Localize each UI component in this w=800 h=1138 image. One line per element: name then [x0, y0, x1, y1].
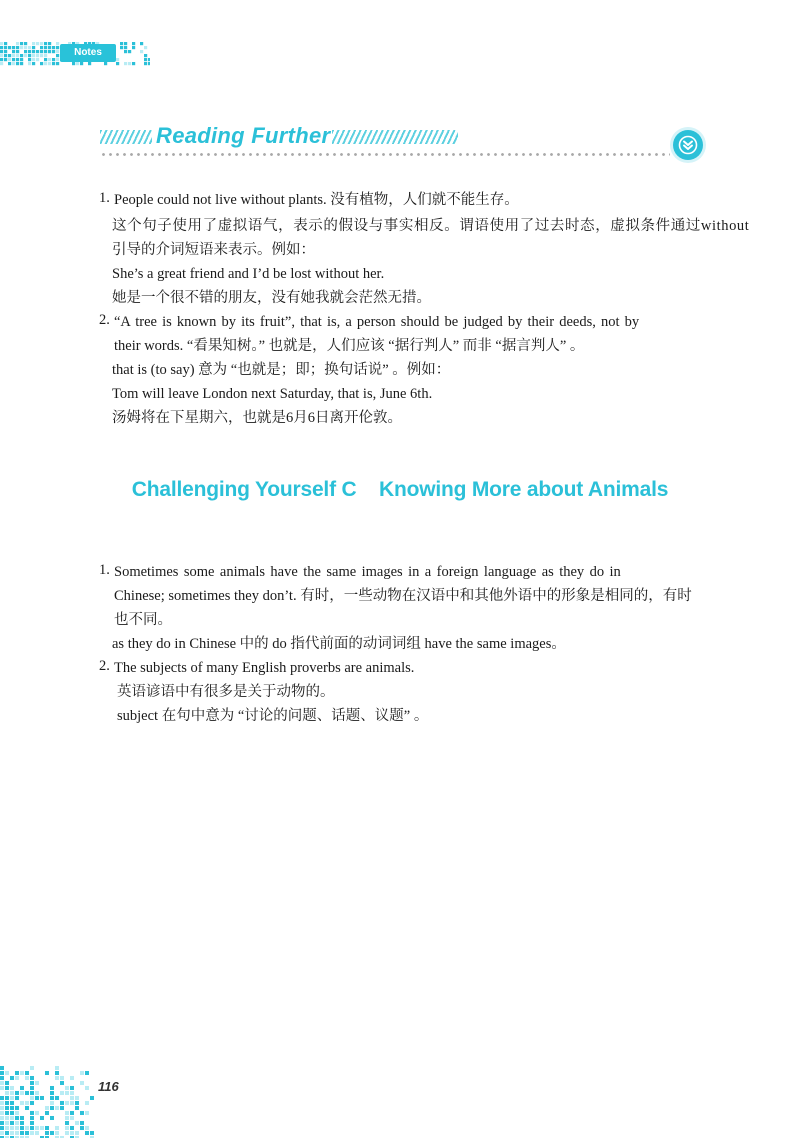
pixel-cell: [55, 1106, 59, 1110]
pixel-cell: [56, 46, 59, 49]
pixel-cell: [25, 1071, 29, 1075]
pixel-cell: [60, 1076, 64, 1080]
pixel-cell: [48, 62, 51, 65]
pixel-cell: [16, 62, 19, 65]
pixel-cell: [5, 1086, 9, 1090]
note-line: She’s a great friend and I’d be lost without her.: [112, 266, 385, 282]
pixel-cell: [50, 1091, 54, 1095]
pixel-cell: [8, 54, 11, 57]
pixel-cell: [32, 58, 35, 61]
pixel-cell: [52, 62, 55, 65]
pixel-cell: [20, 1091, 24, 1095]
pixel-cell: [56, 42, 59, 45]
pixel-cell: [70, 1091, 74, 1095]
pixel-cell: [0, 54, 3, 57]
pixel-cell: [116, 58, 119, 61]
pixel-cell: [20, 54, 23, 57]
pixel-cell: [144, 46, 147, 49]
pixel-cell: [5, 1131, 9, 1135]
pixel-cell: [32, 46, 35, 49]
pixel-cell: [50, 1086, 54, 1090]
pixel-cell: [50, 1131, 54, 1135]
pixel-cell: [124, 62, 127, 65]
pixel-cell: [0, 46, 3, 49]
note-number: 1.: [99, 190, 110, 206]
pixel-cell: [40, 1116, 44, 1120]
pixel-cell: [32, 62, 35, 65]
note-number: 1.: [99, 562, 110, 578]
pixel-cell: [52, 58, 55, 61]
pixel-cell: [5, 1101, 9, 1105]
pixel-cell: [60, 1091, 64, 1095]
pixel-cell: [24, 50, 27, 53]
dotted-divider: [100, 153, 670, 156]
pixel-cell: [0, 1116, 4, 1120]
pixel-cell: [30, 1121, 34, 1125]
pixel-cell: [80, 1071, 84, 1075]
pixel-cell: [80, 1111, 84, 1115]
pixel-cell: [16, 50, 19, 53]
reading-further-title: Reading Further: [156, 123, 331, 148]
pixel-cell: [120, 46, 123, 49]
pixel-cell: [48, 42, 51, 45]
note-line: “A tree is known by its fruit”, that is, a person should be judged by their deeds, not by: [114, 314, 640, 330]
pixel-cell: [80, 62, 83, 65]
note-number: 2.: [99, 312, 110, 328]
pixel-cell: [25, 1131, 29, 1135]
pixel-cell: [28, 54, 31, 57]
pixel-cell: [20, 42, 23, 45]
note-line: subject 在句中意为 “讨论的问题、话题、议题” 。: [117, 708, 429, 724]
pixel-cell: [65, 1091, 69, 1095]
pixel-cell: [144, 54, 147, 57]
note-line: their words. “看果知树。” 也就是，人们应该 “据行判人” 而非 “据言判人” 。: [114, 338, 585, 354]
pixel-pattern-corner-decoration: [0, 1066, 95, 1138]
pixel-cell: [20, 46, 23, 49]
pixel-cell: [10, 1076, 14, 1080]
pixel-cell: [40, 46, 43, 49]
pixel-cell: [0, 1076, 4, 1080]
pixel-cell: [85, 1071, 89, 1075]
pixel-cell: [20, 1086, 24, 1090]
pixel-cell: [16, 54, 19, 57]
pixel-cell: [12, 54, 15, 57]
pixel-cell: [10, 1121, 14, 1125]
pixel-cell: [44, 50, 47, 53]
pixel-cell: [148, 58, 150, 61]
note-number: 2.: [99, 658, 110, 674]
page-number: 116: [98, 1079, 119, 1094]
pixel-cell: [0, 62, 3, 65]
pixel-cell: [16, 46, 19, 49]
pixel-cell: [25, 1106, 29, 1110]
pixel-cell: [128, 62, 131, 65]
note-line: The subjects of many English proverbs are animals.: [114, 660, 415, 676]
pixel-cell: [0, 1101, 4, 1105]
pixel-cell: [85, 1111, 89, 1115]
pixel-cell: [4, 42, 7, 45]
pixel-cell: [32, 50, 35, 53]
pixel-cell: [65, 1121, 69, 1125]
pixel-cell: [116, 62, 119, 65]
note-line: Chinese; sometimes they don’t. 有时，一些动物在汉语中和其他外语中的形象是相同的，有时: [114, 588, 692, 604]
pixel-cell: [24, 54, 27, 57]
pixel-cell: [52, 46, 55, 49]
pixel-cell: [25, 1101, 29, 1105]
pixel-cell: [72, 62, 75, 65]
pixel-cell: [16, 42, 19, 45]
pixel-cell: [50, 1096, 54, 1100]
pixel-cell: [40, 1096, 44, 1100]
pixel-cell: [15, 1121, 19, 1125]
pixel-cell: [44, 54, 47, 57]
pixel-cell: [80, 1126, 84, 1130]
pixel-cell: [85, 1131, 89, 1135]
pixel-cell: [40, 50, 43, 53]
pixel-cell: [15, 1076, 19, 1080]
pixel-cell: [4, 58, 7, 61]
pixel-cell: [124, 50, 127, 53]
pixel-cell: [15, 1071, 19, 1075]
pixel-cell: [75, 1096, 79, 1100]
pixel-cell: [90, 1131, 94, 1135]
pixel-cell: [75, 1121, 79, 1125]
pixel-cell: [60, 1101, 64, 1105]
pixel-cell: [0, 1066, 4, 1070]
pixel-cell: [12, 50, 15, 53]
pixel-cell: [52, 50, 55, 53]
pixel-cell: [56, 62, 59, 65]
pixel-cell: [104, 62, 107, 65]
pixel-cell: [24, 46, 27, 49]
pixel-cell: [70, 1126, 74, 1130]
pixel-cell: [44, 62, 47, 65]
pixel-cell: [30, 1076, 34, 1080]
pixel-cell: [80, 1121, 84, 1125]
pixel-cell: [55, 1126, 59, 1130]
pixel-cell: [36, 50, 39, 53]
pixel-cell: [40, 42, 43, 45]
pixel-cell: [56, 58, 59, 61]
pixel-cell: [10, 1096, 14, 1100]
note-line: 引导的介词短语来表示。例如：: [112, 242, 315, 258]
pixel-cell: [45, 1131, 49, 1135]
pixel-cell: [4, 50, 7, 53]
pixel-cell: [32, 42, 35, 45]
pixel-cell: [20, 1126, 24, 1130]
pixel-cell: [70, 1131, 74, 1135]
header-stripes-left: [100, 130, 152, 144]
pixel-cell: [56, 50, 59, 53]
pixel-cell: [85, 1126, 89, 1130]
pixel-cell: [4, 54, 7, 57]
pixel-cell: [48, 50, 51, 53]
pixel-cell: [55, 1066, 59, 1070]
header-stripes-right: [332, 130, 458, 144]
note-line: that is (to say) 意为 “也就是；即；换句话说” 。例如：: [112, 362, 451, 378]
pixel-cell: [15, 1131, 19, 1135]
pixel-cell: [65, 1086, 69, 1090]
reading-further-header: [100, 120, 720, 170]
pixel-cell: [45, 1071, 49, 1075]
pixel-cell: [36, 58, 39, 61]
pixel-cell: [24, 42, 27, 45]
pixel-cell: [48, 46, 51, 49]
pixel-cell: [40, 1126, 44, 1130]
pixel-cell: [45, 1126, 49, 1130]
pixel-cell: [140, 50, 143, 53]
pixel-cell: [20, 1131, 24, 1135]
pixel-cell: [10, 1131, 14, 1135]
pixel-cell: [44, 42, 47, 45]
pixel-cell: [50, 1106, 54, 1110]
pixel-cell: [75, 1101, 79, 1105]
pixel-cell: [55, 1131, 59, 1135]
pixel-cell: [20, 1101, 24, 1105]
note-line: as they do in Chinese 中的 do 指代前面的动词词组 have the same images。: [112, 636, 566, 652]
pixel-cell: [144, 58, 147, 61]
pixel-cell: [45, 1111, 49, 1115]
pixel-cell: [15, 1126, 19, 1130]
pixel-cell: [70, 1096, 74, 1100]
pixel-cell: [40, 54, 43, 57]
pixel-cell: [120, 42, 123, 45]
pixel-cell: [5, 1116, 9, 1120]
pixel-cell: [65, 1101, 69, 1105]
pixel-cell: [35, 1111, 39, 1115]
pixel-cell: [10, 1091, 14, 1095]
pixel-cell: [32, 54, 35, 57]
pixel-cell: [50, 1116, 54, 1120]
pixel-cell: [20, 62, 23, 65]
pixel-cell: [35, 1126, 39, 1130]
pixel-cell: [25, 1076, 29, 1080]
note-line: People could not live without plants. 没有植物，人们就不能生存。: [114, 192, 519, 208]
pixel-cell: [76, 62, 79, 65]
pixel-cell: [90, 1096, 94, 1100]
pixel-cell: [10, 1126, 14, 1130]
pixel-cell: [0, 1071, 4, 1075]
pixel-cell: [65, 1116, 69, 1120]
notes-tab-label: Notes: [60, 44, 116, 62]
note-line: 汤姆将在下星期六，也就是6月6日离开伦敦。: [112, 410, 402, 426]
pixel-cell: [20, 1121, 24, 1125]
pixel-cell: [30, 1066, 34, 1070]
pixel-cell: [35, 1091, 39, 1095]
pixel-cell: [15, 1116, 19, 1120]
pixel-cell: [35, 1131, 39, 1135]
pixel-cell: [20, 58, 23, 61]
pixel-cell: [70, 1101, 74, 1105]
pixel-cell: [148, 62, 150, 65]
pixel-cell: [20, 1116, 24, 1120]
pixel-cell: [35, 1096, 39, 1100]
pixel-cell: [5, 1111, 9, 1115]
pixel-cell: [30, 1086, 34, 1090]
pixel-cell: [56, 54, 59, 57]
pixel-cell: [70, 1086, 74, 1090]
pixel-cell: [25, 1091, 29, 1095]
pixel-cell: [132, 42, 135, 45]
pixel-cell: [128, 50, 131, 53]
note-line: 英语谚语中有很多是关于动物的。: [117, 684, 335, 700]
pixel-cell: [48, 58, 51, 61]
pixel-cell: [36, 54, 39, 57]
pixel-cell: [70, 1116, 74, 1120]
pixel-cell: [30, 1116, 34, 1120]
pixel-cell: [0, 1086, 4, 1090]
pixel-cell: [55, 1071, 59, 1075]
pixel-cell: [5, 1091, 9, 1095]
pixel-cell: [44, 46, 47, 49]
pixel-cell: [30, 1081, 34, 1085]
pixel-cell: [10, 1106, 14, 1110]
note-line: Tom will leave London next Saturday, that is, June 6th.: [112, 386, 433, 402]
pixel-cell: [144, 62, 147, 65]
pixel-cell: [85, 1086, 89, 1090]
pixel-cell: [30, 1131, 34, 1135]
pixel-cell: [15, 1111, 19, 1115]
pixel-cell: [15, 1106, 19, 1110]
pixel-cell: [65, 1111, 69, 1115]
pixel-cell: [70, 1111, 74, 1115]
pixel-cell: [55, 1096, 59, 1100]
pixel-cell: [16, 58, 19, 61]
pixel-cell: [40, 62, 43, 65]
pixel-cell: [30, 1126, 34, 1130]
pixel-cell: [0, 1121, 4, 1125]
pixel-cell: [44, 58, 47, 61]
pixel-cell: [20, 1071, 24, 1075]
pixel-cell: [70, 1076, 74, 1080]
pixel-cell: [8, 46, 11, 49]
pixel-cell: [5, 1071, 9, 1075]
pixel-cell: [75, 1131, 79, 1135]
pixel-cell: [30, 1091, 34, 1095]
pixel-cell: [45, 1106, 49, 1110]
pixel-cell: [12, 46, 15, 49]
pixel-cell: [85, 1101, 89, 1105]
pixel-cell: [12, 58, 15, 61]
pixel-cell: [5, 1106, 9, 1110]
pixel-cell: [80, 1081, 84, 1085]
pixel-cell: [124, 46, 127, 49]
pixel-cell: [140, 42, 143, 45]
pixel-cell: [5, 1126, 9, 1130]
pixel-cell: [5, 1081, 9, 1085]
pixel-cell: [0, 1131, 4, 1135]
challenging-yourself-title: Challenging Yourself C Knowing More about Animals: [131, 478, 669, 501]
pixel-cell: [0, 42, 3, 45]
pixel-cell: [8, 58, 11, 61]
pixel-cell: [65, 1131, 69, 1135]
pixel-cell: [5, 1096, 9, 1100]
pixel-cell: [15, 1091, 19, 1095]
pixel-cell: [35, 1081, 39, 1085]
pixel-cell: [10, 1116, 14, 1120]
note-line: 也不同。: [114, 612, 172, 628]
pixel-cell: [132, 46, 135, 49]
pixel-cell: [10, 1111, 14, 1115]
pixel-cell: [0, 1106, 4, 1110]
pixel-cell: [15, 1096, 19, 1100]
pixel-cell: [0, 50, 3, 53]
note-line: Sometimes some animals have the same images in a foreign language as they do in: [114, 564, 621, 580]
pixel-cell: [8, 62, 11, 65]
pixel-cell: [0, 1081, 4, 1085]
pixel-cell: [0, 1096, 4, 1100]
pixel-cell: [0, 1126, 4, 1130]
pixel-cell: [88, 62, 91, 65]
pixel-cell: [30, 1111, 34, 1115]
pixel-cell: [30, 1096, 34, 1100]
pixel-cell: [132, 62, 135, 65]
pixel-cell: [60, 1081, 64, 1085]
double-chevron-down-icon: [673, 130, 703, 160]
note-line: 她是一个很不错的朋友，没有她我就会茫然无措。: [112, 290, 431, 306]
pixel-cell: [5, 1121, 9, 1125]
note-line: 这个句子使用了虚拟语气，表示的假设与事实相反。谓语使用了过去时态，虚拟条件通过without: [112, 218, 750, 234]
pixel-cell: [60, 1106, 64, 1110]
pixel-cell: [65, 1126, 69, 1130]
pixel-cell: [0, 58, 3, 61]
pixel-cell: [124, 42, 127, 45]
pixel-cell: [12, 62, 15, 65]
pixel-cell: [36, 42, 39, 45]
pixel-cell: [4, 46, 7, 49]
pixel-cell: [28, 50, 31, 53]
pixel-cell: [10, 1086, 14, 1090]
pixel-cell: [10, 1101, 14, 1105]
pixel-cell: [28, 58, 31, 61]
pixel-cell: [75, 1106, 79, 1110]
pixel-cell: [28, 46, 31, 49]
pixel-cell: [0, 1111, 4, 1115]
pixel-cell: [25, 1126, 29, 1130]
pixel-cell: [28, 62, 31, 65]
pixel-cell: [55, 1076, 59, 1080]
pixel-cell: [30, 1101, 34, 1105]
pixel-cell: [50, 1101, 54, 1105]
